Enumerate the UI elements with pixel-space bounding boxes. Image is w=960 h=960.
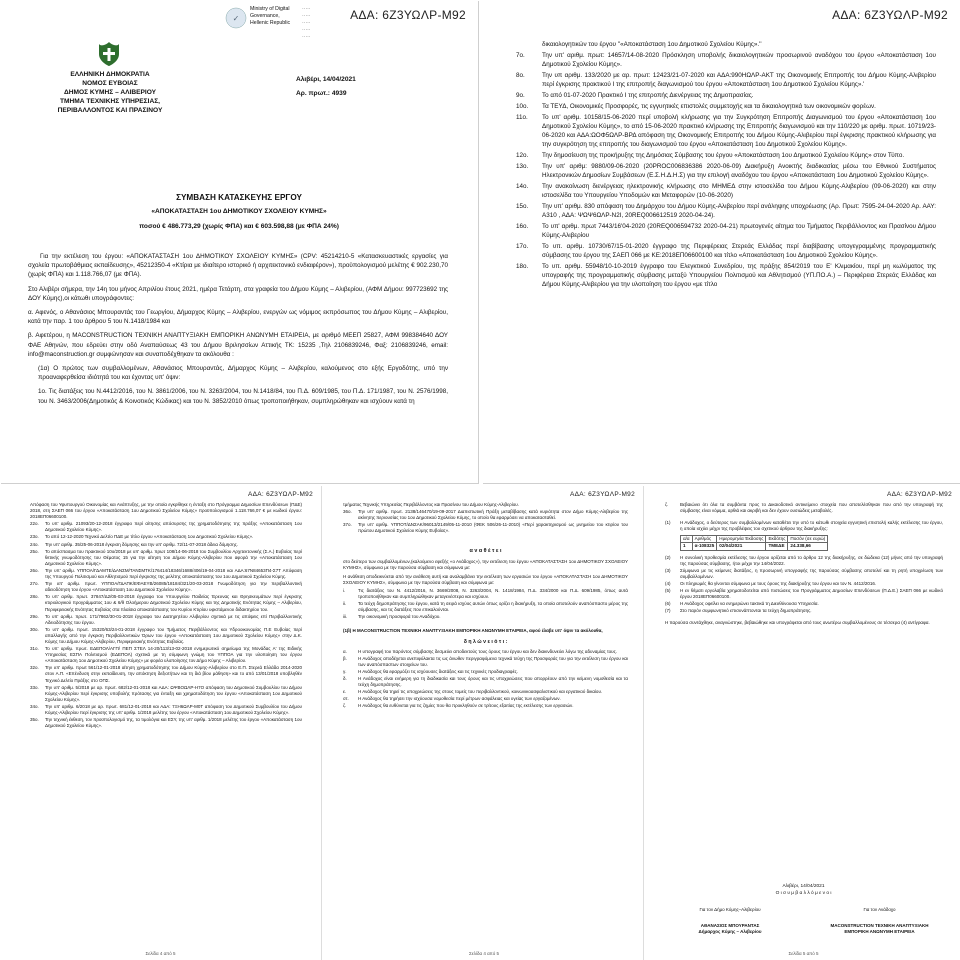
paragraph: α. Αφενός, ο Αθανάσιος Μπουραντάς του Γεωργίου, Δήμαρχος Κύμης – Αλιβερίου, ενεργών ως νόμιμος εκπρόσωπος του Δήμου Κύμης – Αλιβερίου, κατά την παρ. 1 του άρθρου 5 του Ν.1418/1984 και (28, 309, 448, 326)
list-item: 18ο. Το υπ. αριθμ. 55948/10-10-2019 έγγραφο του Ελεγκτικού Συνεδρίου, της πράξης 854/2019 του Ε' Κλιμακίου, περί μη κωλύματος της υπογραφής της προγραμματικής σύμβασης μεταξύ Υπουργείου Πολιτισμού και Αθλητισμού (ΥΠ.ΠΟ.Α.) – Περιφέρεια Στερεάς Ελλάδας και Δήμου Κύμης-Αλιβερίου για την υλοποίηση του έργου «με τίτλο (516, 263, 936, 288)
svg-text:✓: ✓ (232, 14, 240, 23)
list-item: γ. Η Ανάδοχος θα εφαρμόζει τις ισχύουσες διατάξεις και τις τεχνικές προδιαγραφές. (343, 668, 519, 674)
issuer-header: ΕΛΛΗΝΙΚΗ ΔΗΜΟΚΡΑΤΙΑ ΝΟΜΟΣ ΕΥΒΟΙΑΣ ΔΗΜΟΣ ΚΥΜΗΣ – ΑΛΙΒΕΡΙΟΥ ΤΜΗΜΑ ΤΕΧΝΙΚΗΣ ΥΠΗΡΕΣΙΑΣ, ΠΕΡΙΒΑΛΛΟΝΤΟΣ ΚΑΙ ΠΡΑΣΙΝΟΥ (57, 71, 163, 114)
list-item: 29ο. Το υπ' αριθμ. πρωτ. 171/7862/30-01-2018 έγγραφο του Διατηρητέου Αλιβερίου σχετικά με τις απόψεις επί Περιβαλλοντικής Αδειοδότησης του έργου. (30, 613, 302, 625)
considerations-list (516, 40, 936, 291)
list-item: 17ο. Το υπ. αριθμ. 10730/67/15-01-2020 έγγραφο της Περιφέρειας Στερεάς Ελλάδας περί διαβίβασης υπογεγραμμένης προγραμματικής σύμβασης του έργου της ΣΑΕΠ 066 με ΚΕ:2018ΕΠ06600100 και τίτλο «Αποκατάσταση 1ου Δημοτικού Σχολείου Κύμης». (516, 243, 936, 259)
ada-code: ΑΔΑ: 6Ζ3ΥΩΛΡ-Μ92 (248, 491, 313, 498)
paragraph: Απόφαση του Υφυπουργού Οικονομίας και Ανάπτυξης, με την οποία εγκρίθηκε η ένταξη στο Πρόγραμμα Δημοσίων Επενδύσεων (ΠΔΕ) 2018, στη ΣΑΕΠ 066 του έργου «Αποκατάσταση 1ου Δημοτικού Σχολείου Κύμης» προϋπολογισμού 1.118.766,07 € με κωδικό έργου: 2018ΕΠ06600100. (30, 502, 302, 520)
list-item: 22ο. Το υπ' αριθμ. 21093/20-12-2018 έγγραφο περί αίτησης απόσυρσης της χρηματοδότησης της πράξης «Αποκατάσταση 1ου Δημοτικού Σχολείου Κύμης». (30, 521, 302, 533)
table-cell: 02/04/2021 (717, 543, 766, 550)
right-signature-block: Για τον Ανάδοχο MACONSTRUCTION ΤΕΧΝΙΚΗ ΑΝΑΠΤΥΞΙΑΚΗ ΕΜΠΟΡΙΚΗ ΑΝΩΝΥΜΗ ΕΤΑΙΡΕΙΑ (830, 907, 929, 934)
list-item: i. Τις διατάξεις του Ν. 4412/2016, Ν. 3669/2008, Ν. 3263/2004, Ν. 1418/1984, Π.Δ. 334/2000 και Π.Δ. 609/1985, όπως αυτά τροποποιήθηκαν και συμπληρώθηκαν μεταγενέστερα και ισχύουν. (343, 587, 628, 600)
list-item: (2) Η συνολική προθεσμία εκτέλεσης του έργου ορίζεται από το άρθρο 12 της διακήρυξης, σε δώδεκα (12) μήνες από την υπογραφή της παρούσας σύμβασης, ήτοι μέχρι την 14/04/2022. (665, 554, 943, 566)
list-item: 36ο. Την υπ' αριθμ. πρωτ. 2138/146470/19-09-2017 Διαπιστωτική Πράξη μεταβίβασης κατά κυριότητα στον Δήμο Κύμης-Αλιβερίου της ακίνητης περιουσίας του 1ου Δημοτικού Σχολείου Κύμης, το οποίο θα εφαρμόσει να αποκατασταθεί. (343, 509, 628, 521)
list-item: 14ο. Την ανακοίνωση διενέργειας ηλεκτρονικής κλήρωσης στο ΜΗΜΕΔ στην ιστοσελίδα του Δήμου Κύμης-Αλιβερίου (09-06-2020) και στην ιστοσελίδα του Υπουργείου Υποδομών και Μεταφορών (10-06-2020) (516, 183, 936, 199)
greek-coat-of-arms-emblem (96, 40, 122, 73)
contract-body (665, 502, 943, 627)
list-item: (7) Στο παρόν συμφωνητικό επισυνάπτονται τα τεύχη δημοπράτησης. (665, 608, 812, 614)
list-item: ii. Τα τεύχη δημοπράτησης του έργου, κατά τη σειρά ισχύος αυτών όπως ορίζει η διακήρυξη, τα οποία αποτελούν αναπόσπαστο μέρος της σύμβασης, και τις διατάξεις που επικαλούνται. (343, 601, 628, 613)
table-header-row (681, 536, 828, 543)
list-item: (5) Η εν θέματι εργολαβία χρηματοδοτείται από πιστώσεις του Προγράμματος Δημοσίων Επενδύσεων (Π.Δ.Ε.) ΣΑΕΠ 066 με κωδικό έργου 2018ΕΠ06600100. (665, 588, 943, 600)
list-item: 10ο. Τα ΤΕΥΔ, Οικονομικές Προσφορές, τις εγγυητικές επιστολές συμμετοχής και τα δικαιολογητικά των οικονομικών φορέων. (516, 103, 876, 110)
closing-paragraph: Η παρούσα συντάχθηκε, αναγνώστηκε, βεβαιώθηκε και υπογράφεται από τους ανωτέρω συμβαλλομένους σε τέσσερα (4) αντίγραφα. (665, 620, 930, 626)
document-page-1 (0, 0, 478, 483)
table-cell: 1 (681, 543, 693, 550)
paragraph: (1β) Η MACONSTRUCTION ΤΕΧΝΙΚΗ ΑΝΑΠΤΥΞΙΑΚΗ ΕΜΠΟΡΙΚΗ ΑΝΩΝΥΜΗ ΕΤΑΙΡΕΙΑ, αφού έλαβε υπ' όψιν τα ακόλουθα, (343, 628, 603, 634)
paragraph: στο δεύτερο των συμβαλλομένων,(καλούμενο εφεξής «ο Ανάδοχος»), την εκτέλεση του έργου «ΑΠΟΚΑΤΑΣΤΑΣΗ 1ου ΔΗΜΟΤΙΚΟΥ ΣΧΟΛΕΙΟΥ ΚΥΜΗΣ», σύμφωνα με την παρούσα σύμβαση και σύμφωνα με: (343, 558, 628, 570)
list-item: (6) Η Ανάδοχος οφείλει να ενημερώνει τακτικά τη Διευθύνουσα Υπηρεσία. (665, 601, 819, 607)
paragraph: Η ανάθεση αποδεικνύεται από την ανάθεση αυτή και αναλαμβάνει την εκτέλεση των εργασιών του έργου «ΑΠΟΚΑΤΑΣΤΑΣΗ 1ου ΔΗΜΟΤΙΚΟΥ ΣΧΟΛΕΙΟΥ ΚΥΜΗΣ», σύμφωνα με την παρούσα σύμβαση και σύμφωνα με: (343, 573, 628, 585)
table-row (681, 543, 828, 550)
list-item: 25ο. Το απόσπασμα του πρακτικού 10ο/2018 με υπ' αριθμ. πρωτ 108/14-06-2018 του Συμβουλίου Αρχιτεκτονικής (Σ.Α.) Ευβοίας περί θετικής γνωμοδότησης του Θέματος 15 για την αίτηση του Δήμου Κύμης-Αλιβερίου που αφορά την «Αποκατάσταση 1ου Δημοτικού Σχολείου Κύμης». (30, 548, 302, 566)
list-item: 24ο. Την υπ' αριθμ. 35/25-06-2018 έγκριση δόμησης και την υπ' αριθμ. 72/11-07-2018 άδεια δόμησης. (30, 541, 238, 547)
signature-date: Αλιβέρι, 14/04/2021 Ο ι σ υ μ β α λ λ ό μ ε ν ο ι (775, 884, 832, 896)
table-cell: 24.338,66 (788, 543, 828, 550)
document-page-2 (482, 0, 960, 483)
table-cell: α-108325 (692, 543, 717, 550)
list-item: ζ. Η Ανάδοχος θα ευθύνεται για τις ζημίες που θα προκληθούν σε τρίτους εξαιτίας της εκτέλεσης των εργασιών. (343, 703, 574, 709)
considerations-list (30, 502, 302, 730)
document-page-4 (325, 486, 644, 960)
contract-body (28, 252, 448, 406)
ada-code: ΑΔΑ: 6Ζ3ΥΩΛΡ-Μ92 (350, 8, 466, 22)
list-item: β. Η Ανάδοχος αποδέχεται ανεπιφύλακτα τις ως άνωθεν περιγραφόμενα τεχνικά τεύχη της Προσφοράς του για την εκτέλεση του έργου και των αναπόσπαστων στοιχείων του. (343, 655, 628, 667)
list-item: 27ο. Την υπ' αριθμ. πρωτ. ΥΠΠΟΑ/ΓΔΑΠΚ/ΕΦΑΕΥΒ/26085/18184/321/20-03-2018 Γνωμοδότηση για την περιβαλλοντική αδειοδότηση του έργου «Αποκατάσταση 1ου Δημοτικού Σχολείου Κύμης». (30, 581, 302, 593)
list-item: 16ο. Το υπ' αριθμ. πρωτ 7443/16'04-2020 (20REQ006594732 2020-04-21) πρωτογενές αίτημα του Τμήματος Περιβάλλοντος και Πρασίνου Δήμου Κύμης-Αλιβερίου (516, 223, 936, 239)
list-item: 30ο. Το υπ' αριθμ. πρωτ. 15320/63/24-01-2018 έγγραφο του Τμήματος Περιβάλλοντος και Υδροοικονομίας Π.Ε Ευβοίας περί απαλλαγής από την έγκριση Περιβαλλοντικών Όρων του έργου «Αποκατάσταση 1ου Δημοτικού Σχολείου Κύμης» στην Δ.Κ. Κύμης του Δήμου Κύμης-Αλιβερίου, Περιφερειακής Ενότητας Ευβοίας. (30, 626, 302, 644)
ada-code: ΑΔΑ: 6Ζ3ΥΩΛΡ-Μ92 (570, 491, 635, 498)
list-item: 34ο. Την υπ' αριθμ. 6/2018 με αρ. πρωτ. 681/12-01-2018 και ΑΔΑ: 7ΞΗ6ΩΛΡ-Μ0Τ απόφαση του Δημοτικού Συμβουλίου του Δήμου Κύμης-Αλιβερίου περί έγκρισης της υπ' αριθμ. 1/2018 μελέτης του έργου «Αποκατάσταση 1ου Δημοτικού Σχολείου Κύμης». (30, 703, 302, 715)
list-item: 11ο. Το υπ' αριθμ. 10158/15-06-2020 περί υποβολή κλήρωσης για την Συγκρότηση Επιτροπής Διαγωνισμού του έργου «Αποκατάσταση 1ου Δημοτικού Σχολείου Κύμης», το από 15-06-2020 πρακτικό κλήρωσης της Επιτροπής διαγωνισμού και την 110/220 με αριθμ. πρωτ. 10719/23-06-2020 και ΑΔΑ:ΩΟΦ5ΩΛΡ-ΒΡΔ απόφαση της Οικονομικής Επιτροπής του Δήμου Κύμης-Αλιβερίου περί έγκρισης πρακτικού κλήρωσης για την συγκρότηση της επιτροπής του διαγωνισμού του έργου «Αποκατάσταση 1ου Δημοτικού Σχολείου Κύμης». (516, 114, 936, 148)
ada-code: ΑΔΑ: 6Ζ3ΥΩΛΡ-Μ92 (832, 8, 948, 22)
paragraph: τμήματος Τεχνικής Υπηρεσίας Περιβάλλοντος και Πρασίνου του Δήμου Κύμης-Αλιβερίου. (343, 502, 519, 507)
list-item: α. Η υπογραφή του παρόντος σύμβασης δεσμεύει αποδεκτούς τους όρους του έργου και δεν διακινδυνεύει λόγω της αδυναμίας τους. (343, 648, 618, 654)
table-header: Αριθμός (692, 536, 717, 543)
list-item: 8ο. Την υπ αριθμ. 133/2020 με αρ. πρωτ: 12423/21-07-2020 και ΑΔΑ:990ΗΩΛΡ-ΑΚΤ της Οικονομικής Επιτροπής του Δήμου Κύμης-Αλιβερίου περί έγκρισης πρακτικού Ι της επιτροπής διαγωνισμού του έργου «Αποκατάσταση 1ου Δημοτικού Σχολείου Κύμης».' (516, 72, 936, 88)
table-header: Ποσόν (σε ευρώ) (788, 536, 828, 543)
list-item: 35ο. Την τεχνική έκθεση, τον προϋπολογισμό της, τα τιμολόγια και ΕΣΥ, της υπ' αριθμ. 1/2018 μελέτης του έργου «Αποκατάσταση 1ου Δημοτικού Σχολείου Κύμης». (30, 717, 302, 729)
list-item: δ. Η Ανάδοχος είναι ενήμερη για τη διαδικασία και τους όρους και τις υποχρεώσεις που απορρέουν από την κείμενη νομοθεσία και τα τεύχη δημοπράτησης. (343, 675, 628, 688)
left-signature-block: Για τον Δήμο Κύμης–Αλιβερίου ΑΘΑΝΑΣΙΟΣ ΜΠΟΥΡΑΝΤΑΣ Δήμαρχος Κύμης – Αλιβερίου (698, 907, 762, 934)
list-item: 26ο. Την υπ' αριθμ. ΥΠΠΟΑ/ΓΔΑΜΤΕ/ΔΑΝΣΜ/ΤΑΝΣΜΤΚ/176414/18346/1688/406/19-04-2018 και ΑΔΑ:67Ν84653Π4-Σ7Τ Απόφαση της Υπουργού Πολιτισμού και Αθλητισμού περί έγκρισης της μελέτης αποκατάστασης του 1ου Δημοτικού Σχολείου Κύμης. (30, 567, 302, 580)
list-item: 15ο. Την υπ' αριθμ. 830 απόφαση του Δημάρχου του Δήμου Κύμης-Αλιβερίου περί ανάληψης υποχρέωσης (Αρ. Πρωτ: 7595-24-04-2020 Αρ. ΑΑΥ: Α310 , ΑΔΑ: ΨΩΨ6ΩΛΡ-Ν2Ι, 20REQ006612519 2020-04-24). (516, 203, 936, 219)
list-item: 32ο. Την υπ' αριθμ. πρωτ 561/12-01-2018 αίτηση χρηματοδότησης του Δήμου Κύμης-Αλιβερίου στο Ε.Π. Στερεά Ελλάδα 2014-2020 στον Α.Π. «Επένδυση στην εκπαίδευση, την απόκτηση δεξιοτήτων και τη διά βίου μάθηση» και το από 13/01/2018 υποβληθέν Τεχνικό Δελτίο Πράξης στο ΟΠΣ. (30, 665, 302, 683)
list-item: 33ο. Την υπ' αριθμ. 5/2018 με αρ. πρωτ. 682/12-01-2018 και ΑΔΑ: ΩΨΒΟΩΛΡ-Η7Ο απόφαση του Δημοτικού Συμβουλίου του Δήμου Κύμης-Αλιβερίου περί έγκρισης υποβολής πρότασης για ένταξη και χρηματοδότηση του έργου «Αποκατάσταση 1ου Δημοτικού Σχολείου Κύμης». (30, 684, 302, 702)
list-item: 12ο. Την δημοσίευση της προκήρυξης της Δημόσιας Σύμβασης του έργου «Αποκατάσταση 1ου Δημοτικού Σχολείου Κύμης» στον Τύπο. (516, 152, 905, 159)
contract-body (343, 502, 628, 710)
paragraph: Για την εκτέλεση του έργου: «ΑΠΟΚΑΤΑΣΤΑΣΗ 1ου ΔΗΜΟΤΙΚΟΥ ΣΧΟΛΕΙΟΥ ΚΥΜΗΣ» (CPV: 45214210-5 «Κατασκευαστικές εργασίες για σχολεία πρωτοβάθμιας εκπαίδευσης», 45212350-4 «Κτίρια με ιδιαίτερο ιστορικό ή αρχιτεκτονικό ενδιαφέρον»), προϋπολογισμού μελέτης € 902.230,70 (χωρίς ΦΠΑ) και 1.118.766,07 (με ΦΠΑ). (28, 253, 448, 279)
table-header: α/α (681, 536, 693, 543)
table-header: Εκδότης (766, 536, 788, 543)
paragraph: Στο Αλιβέρι σήμερα, την 14η του μήνος Απριλίου έτους 2021, ημέρα Τετάρτη, στα γραφεία του Δήμου Κύμης – Αλιβερίου, (ΑΦΜ Δήμου: 997723692 της ΔΟΥ Κύμης),οι κάτωθι υπογράφοντες: (28, 285, 448, 302)
ada-code: ΑΔΑ: 6Ζ3ΥΩΛΡ-Μ92 (887, 491, 952, 498)
list-item: ε. Η Ανάδοχος θα τηρεί τις υποχρεώσεις της στους τομείς του περιβαλλοντικού, κοινωνικοασφαλιστικού και εργατικού δικαίου. (343, 689, 603, 695)
contract-subtitle: «ΑΠΟΚΑΤΑΣΤΑΣΗ 1ου ΔΗΜΟΤΙΚΟΥ ΣΧΟΛΕΙΟΥ ΚΥΜΗΣ» (151, 208, 327, 215)
contract-amount: ποσού € 486.773,29 (χωρίς ΦΠΑ) και € 603.598,88 (με ΦΠΑ 24%) (139, 223, 339, 230)
page-footer: Σελίδα 4 από 5 (468, 951, 500, 956)
paragraph: 1ο. Τις διατάξεις του Ν.4412/2016, του Ν. 3861/2006, του Ν. 3263/2004, του Ν.1418/84, του Π.Δ. 609/1985, του Π.Δ. 171/1987, του Ν. 2576/1998, του Ν. 3463/2006(Δημοτικός & Κοινοτικός Κώδικας) και του Ν. 3852/2010 όπως τροποποιήθηκαν, συμπληρώθηκαν και ισχύουν κατά τη (38, 388, 448, 405)
list-item: (4) Οι πληρωμές θα γίνονται σύμφωνα με τους όρους της διακήρυξης του έργου και τον Ν. 4412/2016. (665, 580, 877, 586)
paragraph: β. Αφετέρου, η MACONSTRUCTION ΤΕΧΝΙΚΗ ΑΝΑΠΤΥΞΙΑΚΗ ΕΜΠΟΡΙΚΗ ΑΝΩΝΥΜΗ ΕΤΑΙΡΕΙΑ, με αριθμό ΜΕΕΠ 25827, ΑΦΜ 998384640 ΔΟΥ ΦΑΕ Αθηνών, που εδρεύει στην οδό Αναπαύσεως 43 του Δήμου Βριλησσίων Αττικής ΤΚ: 15235 ,Τηλ 2106839246, Φαξ: 2106839246, email: info@maconstruction.gr συμφώνησαν και συναποδέχθηκαν τα ακόλουθα : (28, 332, 448, 358)
list-item: στ. Η Ανάδοχος θα τηρήσει την ισχύουσα νομοθεσία περί μέτρων ασφάλειας και υγείας των εργαζομένων. (343, 696, 561, 702)
list-item: 7ο. Την υπ' αριθμ. πρωτ: 14657/14-08-2020 Πρόσκληση υποβολής δικαιολογητικών προσωρινού αναδόχου του έργου «Αποκατάσταση 1ου Δημοτικού Σχολείου Κύμης». (516, 52, 936, 68)
table-header: Ημερομηνία Έκδοσης (717, 536, 766, 543)
table-cell: ΤΜΕΔΕ (766, 543, 788, 550)
guarantee-table (680, 535, 828, 550)
assigns-heading: α ν α θ έ τ ε ι (469, 548, 502, 555)
page-footer: Σελίδα 4 από 5 (145, 951, 176, 956)
list-item: 13ο. Την υπ' αριθμ: 9880/09-06-2020 (20PROC006836386 2020-06-09) Διακήρυξη Ανοικτής διαδικασίας μέσω του Εθνικού Συστήματος Ηλεκτρονικών Δημοσίων Συμβάσεων (Ε.Σ.Η.Δ.Η.Σ) για την επιλογή αναδόχου του έργου «Αποκατάσταση 1ου Δημοτικού Σχολείου Κύμης». (516, 163, 936, 179)
list-item: 31ο. Το υπ' αριθμ. πρωτ. ΕΔΕΠΟΛ/ΑΓΠ/ ΠΕΠ ΣΤΕΛ 14-20/113/13-02-2018 ενημερωτικό σημείωμα της Μονάδας Α' της Ειδικής Υπηρεσίας ΕΣΠΑ Πολιτισμού (ΕΔΕΠΟΛ) σχετικά με τη σύμφωνη γνώμη του ΥΠΠΟΑ για την υλοποίηση του έργου «Αποκατάσταση 1ου Δημοτικού Σχολείου Κύμης» με φορέα υλοποίησης τον Δήμο Κύμης – Αλιβερίου. (30, 646, 302, 664)
list-item: 28ο. Το υπ' αριθμ. πρωτ. 37847/Δ2/05-03-2018 έγγραφο του Υπουργείου Παιδείας Έρευνας και Θρησκευμάτων περί έγκρισης κτιριολογικού προγράμματος 1ου & 6/θ Ολοήμερου Δημοτικού Σχολείου Κύμης και της Δημοτικής Ενότητας Κύμης – Αλιβερίου, Περιφερειακής Ενότητας Ευβοίας στα πλαίσια αποκατάστασης του Κυρίου Κτιρίου υφιστάμενου διδακτηρίου του. (30, 594, 302, 612)
declares-heading: δ η λ ώ ν ε ι ό τ ι : (463, 638, 508, 645)
date-protocol: Αλιβέρι, 14/04/2021 Αρ. πρωτ.: 4939 (296, 76, 356, 97)
list-item: ζ. Βεβαιώνει ότι όλα τα συμβάντα προς το Δικαιοδοτικό αντικείμενο στοιχεία που αποτελέσθηκαν που από την υπογραφή της σύμβασης είναι νόμιμα, αρθιά και ακριβή και δεν έχουν ουσιώδεις μεταβολές. (665, 502, 943, 514)
list-item: iii. Την οικονομική προσφορά του Αναδόχου. (343, 614, 441, 620)
signature-stamp-text: Ministry of Digital Governance, Hellenic Republic (250, 6, 291, 26)
list-item: 37ο. Την υπ' αριθμ. ΥΠΠΟΤ/ΔΝΣΑΚ/96013/2149/05-11-2010 (ΦΕΚ 506/26-11-2010) «Περί χαρακτηρισμού ως μνημείου του κτιρίου του πρώτου Δημοτικού Σχολείου Κύμης Ευβοίας». (343, 522, 628, 534)
list-item: 9ο. Το από 01-07-2020 Πρακτικό Ι της επιτροπής Διενέργειας της Δημοπρασίας. (516, 92, 754, 99)
document-page-5 (647, 486, 960, 960)
signature-stamp-logo (224, 6, 248, 30)
list-item: δικαιολογητικών του έργου ''«Αποκατάσταση 1ου Δημοτικού Σχολείου Κύμης».'' (542, 41, 762, 48)
list-item: (3) Σύμφωνα με τις κείμενες διατάξεις, η προσωρινή υπογραφής της παρούσας σύμβασης αποτελεί και τη ρητή υποχρέωση των συμβαλλομένων. (665, 567, 943, 579)
page-footer: Σελίδα 5 από 5 (788, 951, 819, 956)
signature-stamp-details: ····· ····· ····· ····· ····· (302, 6, 311, 40)
contract-title: ΣΥΜΒΑΣΗ ΚΑΤΑΣΚΕΥΗΣ ΕΡΓΟΥ (176, 193, 302, 202)
document-page-3 (0, 486, 322, 960)
list-item: 23ο. Το από 12-12-2020 Τεχνικό Δελτίο ΠΔΕ με τίτλο έργου «Αποκατάσταση 1ου Δημοτικού Σχολείου Κύμης». (30, 534, 254, 540)
paragraph: (1α) Ο πρώτος των συμβαλλομένων, Αθανάσιος Μπουραντάς, Δήμαρχος Κύμης – Αλιβερίου, καλούμενος στο εξής Εργοδότης, υπό την προαναφερθείσα ιδιότητά του και έχοντας υπ' όψιν: (38, 365, 448, 382)
list-item: (1) Η Ανάδοχος, ο δεύτερος των συμβαλλομένων καταθέτει την υπό το κάτωθι στοιχεία εγγυητική επιστολή καλής εκτέλεσης του έργου, η οποία ισχύει μέχρι της προβλέψεις του σχετικού άρθρου της διακήρυξης: (665, 520, 943, 532)
